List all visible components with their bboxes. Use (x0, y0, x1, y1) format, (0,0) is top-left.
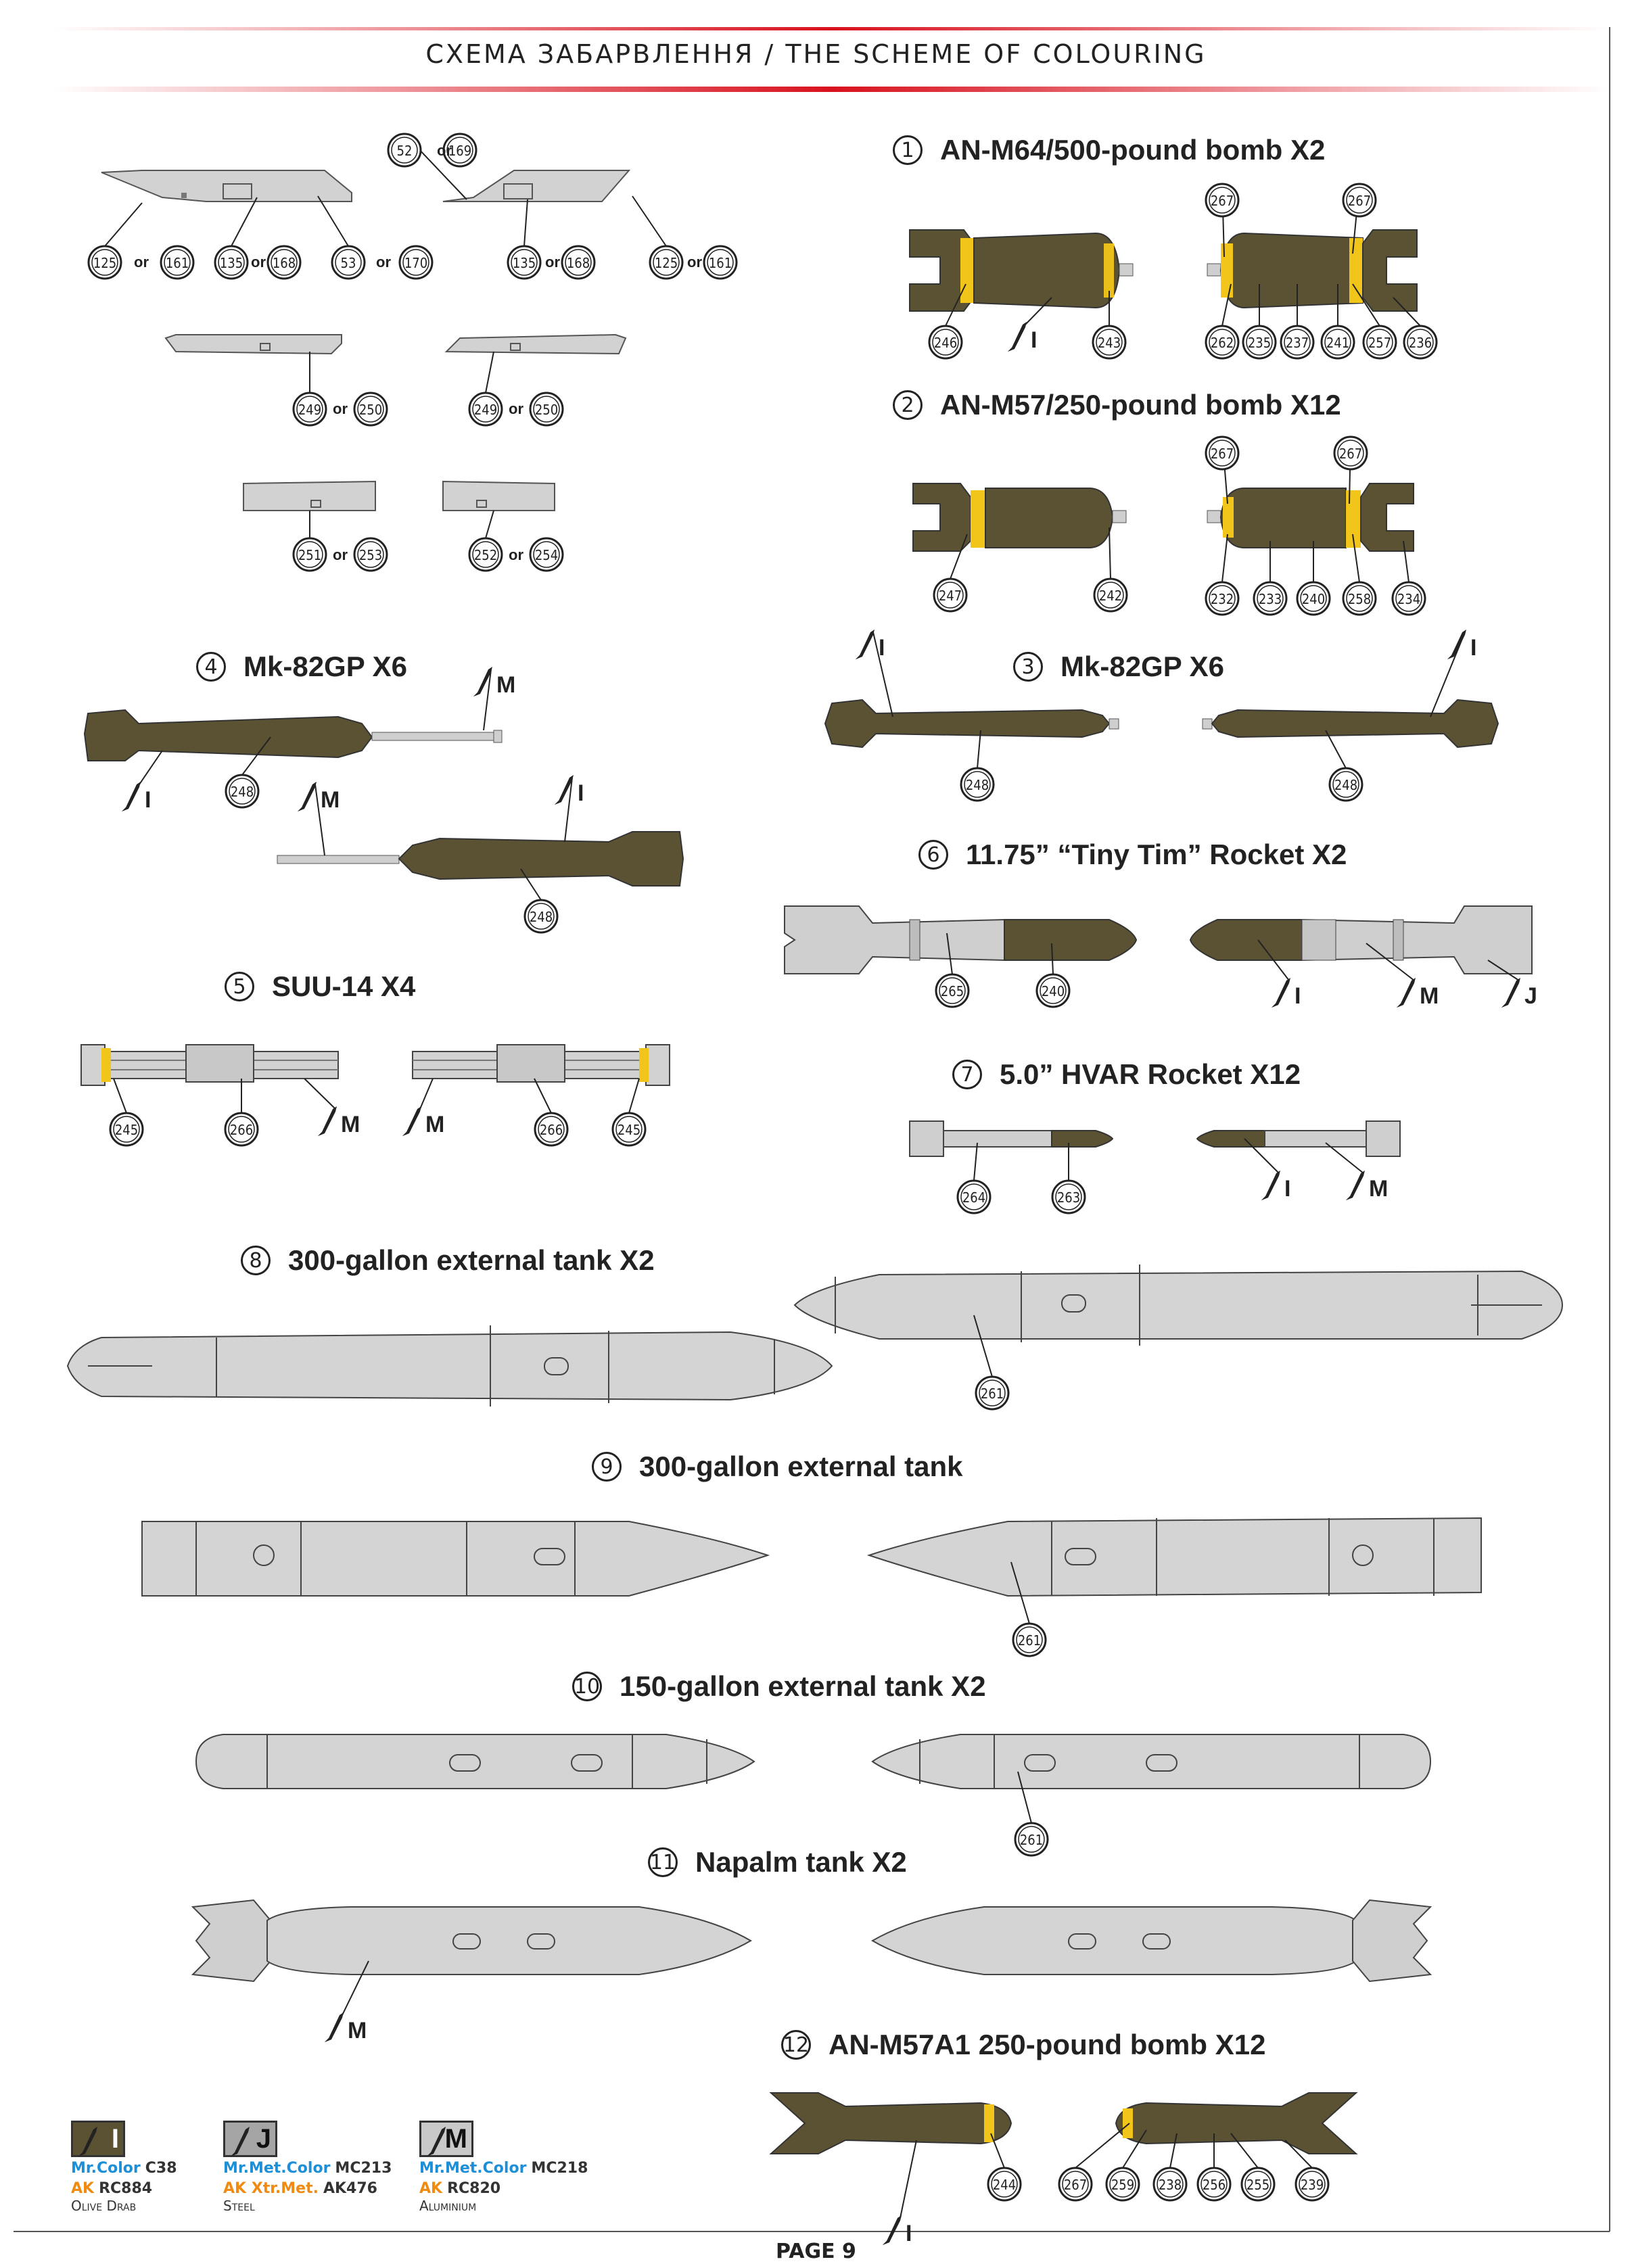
section-8-heading (241, 1244, 655, 1277)
decal-callouts (89, 134, 1437, 2200)
callout-number: 255 (1246, 2177, 1270, 2193)
callout-number: 233 (1258, 591, 1282, 607)
callout-number: 266 (539, 1122, 563, 1138)
leader-line (420, 1079, 433, 1109)
paint-letter: M (1369, 1176, 1389, 1202)
callout-number: 266 (229, 1122, 254, 1138)
paint-letter: I (1295, 983, 1301, 1009)
legend-brand: AK (71, 2180, 95, 2197)
legend-swatch (71, 2121, 125, 2157)
leader-line (900, 2140, 916, 2218)
decal-callout-248 (1326, 730, 1362, 801)
callout-number: 232 (1210, 591, 1234, 607)
tank-300-upper-left (68, 1325, 832, 1407)
paint-letter: I (145, 787, 151, 813)
section-number: 5 (225, 972, 254, 1001)
paint-letter: M (348, 2018, 367, 2043)
legend-colour-name: Aluminium (419, 2198, 477, 2214)
leader-line (486, 511, 494, 538)
paint-letter: I (1031, 327, 1038, 353)
section-5-heading (225, 970, 415, 1003)
section-7-heading (952, 1058, 1301, 1091)
callout-number: 135 (512, 255, 536, 271)
callout-number: 161 (165, 255, 189, 271)
callout-number: 244 (992, 2177, 1017, 2193)
leader-line (629, 1079, 639, 1113)
or-label: or (509, 546, 523, 563)
legend-code: C38 (145, 2160, 177, 2177)
paint-letter: M (1420, 983, 1439, 1009)
leader-line (105, 203, 142, 246)
section-2-heading (893, 389, 1341, 421)
section-6-heading (918, 838, 1347, 871)
callout-number: 241 (1326, 335, 1350, 351)
callout-number: 248 (529, 909, 553, 925)
brush-icon (1501, 978, 1520, 1008)
legend-brand: Mr.Color (71, 2160, 141, 2177)
paint-marker-I (122, 751, 162, 813)
brush-icon (298, 782, 317, 811)
callout-number: 240 (1301, 591, 1326, 607)
mk82-right-b (1203, 700, 1498, 747)
callout-number: 248 (230, 784, 254, 800)
decal-callout-249 (469, 352, 502, 425)
decal-callout-266 (534, 1079, 567, 1145)
decal-callout-135 (508, 199, 540, 279)
decal-callout-240 (1297, 541, 1330, 615)
decal-callout-252 (469, 511, 502, 571)
pylon-small-left (243, 481, 375, 511)
callout-number: 247 (938, 588, 962, 604)
tank-300-right (869, 1518, 1481, 1596)
callout-number: 262 (1210, 335, 1234, 351)
pylon-left (166, 335, 342, 354)
tank-150-right (872, 1734, 1430, 1789)
paint-letter: I (1284, 1176, 1291, 1202)
legend-code: MC213 (335, 2160, 392, 2177)
section-10-heading (572, 1670, 986, 1703)
decal-callout-161 (161, 246, 193, 279)
decal-callout-53 (318, 196, 365, 279)
callout-number: 243 (1097, 335, 1121, 351)
section-number: 2 (893, 390, 923, 420)
section-title: Napalm tank X2 (695, 1846, 907, 1878)
callout-number: 267 (1210, 446, 1234, 462)
leader-line (139, 751, 162, 784)
section-number: 4 (196, 652, 226, 682)
wing-panel-right (443, 170, 629, 202)
legend-brand: AK (419, 2180, 443, 2197)
decal-callout-263 (1052, 1143, 1085, 1213)
tank-300-left (142, 1521, 768, 1596)
paint-marker-M (473, 667, 515, 730)
callout-number: 125 (654, 255, 678, 271)
an-m64-bomb-right (1207, 230, 1417, 311)
an-m57a1-bomb-left (771, 2093, 1011, 2154)
legend-swatch (419, 2121, 473, 2157)
pylon-right (446, 335, 626, 354)
callout-number: 252 (473, 547, 498, 563)
decal-callout-250 (530, 393, 563, 425)
leader-line (1075, 2123, 1129, 2168)
or-label: or (687, 254, 702, 270)
an-m57a1-bomb-right (1116, 2093, 1356, 2154)
callout-number: 261 (980, 1386, 1004, 1402)
hvar-left (910, 1121, 1113, 1156)
decal-callout-234 (1393, 541, 1425, 615)
suu14-left (81, 1045, 338, 1085)
legend-brand: AK Xtr.Met. (223, 2180, 319, 2197)
section-title: 300-gallon external tank X2 (288, 1244, 655, 1276)
callout-number: 242 (1098, 588, 1123, 604)
callout-number: 248 (965, 777, 989, 793)
section-number: 11 (648, 1847, 678, 1877)
section-title: AN-M64/500-pound bomb X2 (940, 134, 1326, 166)
legend-line-1 (223, 2160, 426, 2177)
paint-letter: I (879, 635, 885, 661)
section-title: SUU-14 X4 (272, 970, 416, 1002)
page-number: PAGE 9 (776, 2240, 856, 2263)
leader-line (318, 196, 348, 246)
legend-swatch (223, 2121, 277, 2157)
brush-icon (1346, 1171, 1365, 1200)
decal-callout-264 (958, 1143, 990, 1213)
callout-number: 125 (93, 255, 117, 271)
decal-callout-266 (225, 1079, 258, 1145)
section-number: 9 (592, 1452, 622, 1482)
brush-icon (1447, 630, 1466, 659)
callout-number: 258 (1347, 591, 1372, 607)
section-title: 11.75” “Tiny Tim” Rocket X2 (966, 838, 1347, 870)
brush-icon (856, 630, 875, 659)
section-9-heading (592, 1450, 963, 1483)
legend-line-2 (223, 2180, 426, 2198)
section-number: 10 (572, 1672, 602, 1701)
callout-number: 250 (534, 402, 559, 418)
callout-number: 238 (1158, 2177, 1182, 2193)
callout-number: 168 (566, 255, 590, 271)
legend-colour-name: Steel (223, 2198, 255, 2214)
decal-callout-168 (562, 246, 594, 279)
or-label: or (333, 546, 348, 563)
callout-number: 170 (404, 255, 428, 271)
decal-callout-248 (961, 730, 994, 801)
section-number: 3 (1013, 652, 1043, 682)
pylon-small-right (443, 481, 555, 511)
napalm-tank-right (872, 1900, 1430, 1981)
callout-number: 263 (1056, 1189, 1081, 1206)
hvar-right (1197, 1121, 1400, 1156)
legend-code: MC218 (531, 2160, 588, 2177)
section-4-heading (196, 651, 407, 683)
callout-number: 245 (617, 1122, 641, 1138)
callout-number: 265 (940, 983, 964, 999)
decal-callout-244 (988, 2133, 1021, 2200)
brush-icon (1272, 978, 1290, 1008)
paint-letter: I (1470, 635, 1477, 661)
decal-callout-170 (400, 246, 432, 279)
callout-number: 248 (1334, 777, 1358, 793)
brush-icon (1397, 978, 1416, 1008)
callout-number: 261 (1017, 1632, 1042, 1649)
legend-aluminium (419, 2121, 622, 2214)
section-title: 150-gallon external tank X2 (620, 1670, 986, 1702)
legend-letter: M (444, 2124, 467, 2154)
section-title: Mk-82GP X6 (1060, 651, 1225, 682)
callout-number: 259 (1111, 2177, 1135, 2193)
tiny-tim-right (1190, 906, 1532, 974)
paint-letter: I (906, 2221, 912, 2246)
section-title: AN-M57A1 250-pound bomb X12 (829, 2029, 1266, 2060)
leader-line (1109, 527, 1111, 579)
decal-callout-125 (632, 196, 682, 279)
callout-number: 234 (1397, 591, 1421, 607)
mk82-left-upper (85, 710, 502, 761)
decal-callout-232 (1206, 534, 1238, 615)
decal-callout-250 (354, 393, 387, 425)
section-11-heading (648, 1846, 907, 1879)
section-number: 7 (952, 1060, 982, 1089)
callout-number: 237 (1285, 335, 1309, 351)
paint-letter: M (321, 787, 340, 813)
paint-marker-M (402, 1079, 444, 1137)
leader-line (534, 1079, 551, 1113)
mk82-left-lower (277, 832, 683, 886)
mk82-right-a (825, 700, 1119, 747)
callout-number: 249 (298, 402, 322, 418)
paint-marker-I (1244, 1139, 1290, 1202)
decal-callout-254 (530, 538, 563, 571)
section-12-heading (781, 2029, 1265, 2061)
section-number: 6 (918, 840, 948, 870)
tank-300-upper-right (795, 1265, 1562, 1346)
legend-code: RC884 (99, 2180, 153, 2197)
decal-callout-251 (294, 511, 326, 571)
brush-icon (427, 2127, 447, 2156)
section-1-heading (893, 134, 1325, 166)
brush-icon (318, 1106, 337, 1136)
section-3-heading (1013, 651, 1224, 683)
callout-number: 261 (1019, 1832, 1044, 1848)
decal-callout-256 (1198, 2133, 1230, 2200)
leader-line (114, 1079, 126, 1113)
an-m57-bomb-left (913, 483, 1126, 551)
decal-callout-245 (613, 1079, 645, 1145)
legend-steel (223, 2121, 426, 2214)
paint-marker-I (883, 2140, 916, 2246)
brush-icon (1261, 1171, 1280, 1200)
leader-line (304, 1079, 335, 1109)
tank-150-left (196, 1734, 754, 1789)
or-label: or (251, 254, 266, 270)
callout-number: 267 (1210, 193, 1234, 209)
decal-callout-253 (354, 538, 387, 571)
legend-code: AK476 (323, 2180, 377, 2197)
decal-callout-168 (268, 246, 300, 279)
an-m64-bomb-left (910, 230, 1133, 311)
legend-colour-name: Olive Drab (71, 2198, 137, 2214)
page-title: СХЕМА ЗАБАРВЛЕННЯ / THE SCHEME OF COLOURING (425, 39, 1207, 69)
leader-line (1222, 534, 1228, 582)
or-label: or (134, 254, 149, 270)
callout-number: 161 (708, 255, 732, 271)
legend-letter: J (256, 2124, 271, 2154)
paint-letter: M (496, 672, 516, 698)
callout-number: 53 (340, 255, 356, 271)
legend-line-2 (419, 2180, 622, 2198)
legend-brand: Mr.Met.Color (419, 2160, 527, 2177)
callout-number: 267 (1338, 446, 1363, 462)
section-title: Mk-82GP X6 (243, 651, 408, 682)
callout-number: 253 (358, 547, 383, 563)
paint-letter: I (578, 780, 584, 806)
callout-number: 254 (534, 547, 559, 563)
callout-number: 169 (448, 143, 472, 159)
callout-number: 240 (1041, 983, 1065, 999)
leader-line (231, 197, 257, 246)
paint-letter: M (425, 1112, 445, 1137)
napalm-tank-left (193, 1900, 751, 1981)
callout-number: 267 (1347, 193, 1372, 209)
or-label: or (509, 400, 523, 417)
paint-marker-M (304, 1079, 360, 1137)
leader-line (974, 1143, 977, 1181)
decal-callout-249 (294, 352, 326, 425)
legend-letter: I (111, 2124, 119, 2154)
callout-number: 236 (1408, 335, 1432, 351)
brush-icon (1008, 322, 1027, 352)
callout-number: 256 (1202, 2177, 1226, 2193)
leader-line (524, 199, 528, 246)
callout-number: 235 (1247, 335, 1272, 351)
brush-icon (325, 2012, 344, 2042)
callout-number: 52 (396, 143, 413, 159)
callout-number: 264 (962, 1189, 986, 1206)
callout-number: 251 (298, 547, 322, 563)
section-number: 12 (781, 2030, 811, 2060)
or-label: or (333, 400, 348, 417)
legend-line-1 (419, 2160, 622, 2177)
callout-number: 267 (1063, 2177, 1088, 2193)
decal-callout-248 (521, 869, 557, 932)
paint-letter: J (1524, 983, 1537, 1009)
paint-marker-I (555, 775, 584, 842)
brush-icon (122, 782, 141, 811)
section-title: 5.0” HVAR Rocket X12 (1000, 1058, 1301, 1090)
brush-icon (78, 2127, 99, 2156)
or-label: or (437, 142, 452, 159)
callout-number: 250 (358, 402, 383, 418)
section-title: AN-M57/250-pound bomb X12 (940, 389, 1341, 421)
decal-callout-161 (704, 246, 737, 279)
suu14-right (413, 1045, 670, 1085)
legend-code: RC820 (447, 2180, 501, 2197)
brush-icon (231, 2127, 251, 2156)
decal-callout-259 (1106, 2130, 1146, 2200)
decal-callout-245 (110, 1079, 143, 1145)
section-number: 1 (893, 135, 923, 165)
legend-brand: Mr.Met.Color (223, 2160, 331, 2177)
leader-line (632, 196, 666, 246)
callout-number: 168 (272, 255, 296, 271)
or-label: or (376, 254, 391, 270)
leader-line (486, 352, 494, 393)
callout-number: 246 (933, 335, 958, 351)
section-number: 8 (241, 1246, 271, 1275)
decal-callout-255 (1231, 2133, 1274, 2200)
callout-number: 257 (1368, 335, 1392, 351)
callout-number: 245 (114, 1122, 139, 1138)
paint-letter: M (341, 1112, 360, 1137)
an-m57-bomb-right (1207, 483, 1414, 551)
callout-number: 249 (473, 402, 498, 418)
brush-icon (402, 1106, 421, 1136)
section-title: 300-gallon external tank (639, 1450, 963, 1482)
tiny-tim-left (785, 906, 1136, 974)
callout-number: 135 (219, 255, 243, 271)
decal-callout-233 (1254, 541, 1286, 615)
or-label: or (545, 254, 560, 270)
paint-marker-M (298, 782, 340, 855)
wing-panel-left (101, 170, 352, 202)
callout-number: 239 (1300, 2177, 1324, 2193)
